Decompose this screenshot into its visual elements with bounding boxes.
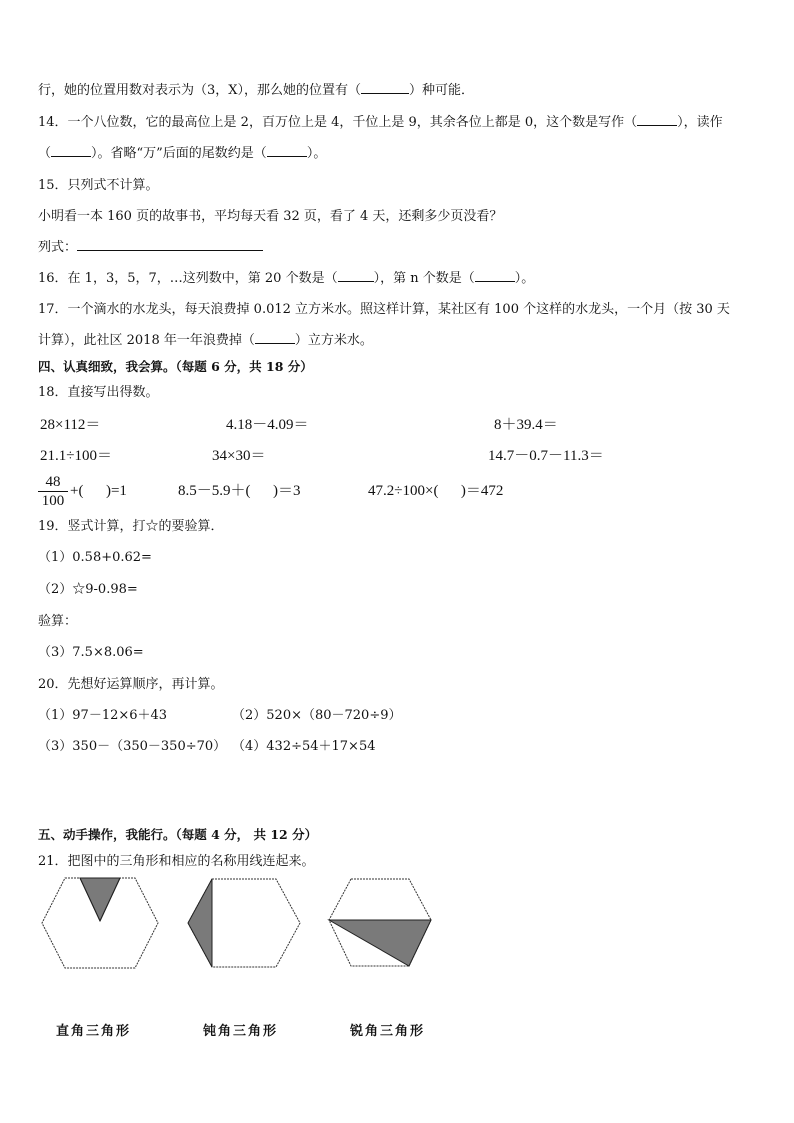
q18-r2c2: 34×30＝ xyxy=(212,448,266,464)
q19-item-1: （1）0.58+0.62= xyxy=(38,550,152,565)
q14-text: ）。省略“万”后面的尾数约是（ xyxy=(91,146,267,161)
q17-text: ）立方米水。 xyxy=(294,333,373,348)
answer-blank[interactable] xyxy=(361,93,409,94)
q13-tail-line xyxy=(38,82,474,100)
label-right-triangle[interactable]: 直角三角形 xyxy=(56,1024,132,1039)
q18-r3c2[interactable]: 8.5－5.9＋( )＝3 xyxy=(178,483,301,499)
q17-line2 xyxy=(38,332,373,350)
q18-title: 18．直接写出得数。 xyxy=(38,385,159,400)
q18-r1c2: 4.18－4.09＝ xyxy=(226,417,309,433)
section5-title: 五、动手操作，我能行。（每题 4 分， 共 12 分） xyxy=(38,827,318,842)
q13-text: 行，她的位置用数对表示为（3，X），那么她的位置有（ xyxy=(38,83,362,98)
q14-line2 xyxy=(38,145,326,163)
q15-answer-line xyxy=(38,239,263,257)
label-obtuse-triangle[interactable]: 钝角三角形 xyxy=(203,1024,279,1039)
q18-r2c1: 21.1÷100＝ xyxy=(40,448,112,464)
q14-line1 xyxy=(38,114,723,132)
q18-r3c3[interactable]: 47.2÷100×( )＝472 xyxy=(368,483,504,499)
q14-text: ），读作 xyxy=(677,115,723,130)
q18-r1c1: 28×112＝ xyxy=(40,417,101,433)
q18-r2c3: 14.7－0.7－11.3＝ xyxy=(488,448,604,464)
shaded-triangle xyxy=(188,879,212,967)
q15-label: 列式： xyxy=(38,240,78,255)
answer-blank[interactable] xyxy=(475,281,515,282)
q18-r3c1[interactable]: +( )=1 xyxy=(70,483,127,499)
hexagon-figure-3 xyxy=(326,876,436,976)
answer-blank[interactable] xyxy=(338,281,374,282)
answer-blank[interactable] xyxy=(255,343,295,344)
q20-title: 20．先想好运算顺序，再计算。 xyxy=(38,677,224,692)
q19-item-3: （3）7.5×8.06= xyxy=(38,645,144,660)
q20-item-2: （2）520×（80－720÷9） xyxy=(232,708,402,723)
q13-text-end: ）种可能． xyxy=(409,83,475,98)
label-acute-triangle[interactable]: 锐角三角形 xyxy=(350,1024,426,1039)
q15-title: 15．只列式不计算。 xyxy=(38,178,159,193)
q16-text: ），第 n 个数是（ xyxy=(373,271,475,286)
q14-text: 14．一个八位数，它的最高位上是 2，百万位上是 4，千位上是 9，其余各位上都是 0，这个数是写作（ xyxy=(38,115,638,130)
fraction xyxy=(38,473,68,510)
q18-r1c3: 8＋39.4＝ xyxy=(494,417,558,433)
q14-text: （ xyxy=(38,146,52,161)
q19-check-label: 验算： xyxy=(38,614,78,629)
answer-blank[interactable] xyxy=(637,125,677,126)
q15-body: 小明看一本 160 页的故事书，平均每天看 32 页，看了 4 天，还剩多少页没看？ xyxy=(38,209,503,224)
section4-title: 四、认真细致，我会算。（每题 6 分，共 18 分） xyxy=(38,359,313,374)
fraction-denominator: 100 xyxy=(41,493,65,509)
hexagon-figure-2 xyxy=(184,876,304,976)
answer-blank[interactable] xyxy=(51,156,91,157)
q19-item-2: （2）☆9-0.98= xyxy=(38,582,138,597)
q20-item-1: （1）97－12×6＋43 xyxy=(38,708,168,723)
q19-title: 19．竖式计算，打☆的要验算． xyxy=(38,519,224,534)
q14-text: ）。 xyxy=(306,146,327,161)
q20-item-3: （3）350－（350－350÷70） xyxy=(38,739,227,754)
q16-text: ）。 xyxy=(514,271,535,286)
q16-text: 16．在 1，3，5，7，…这列数中，第 20 个数是（ xyxy=(38,271,338,286)
answer-blank[interactable] xyxy=(77,250,263,251)
q17-line1: 17．一个滴水的水龙头，每天浪费掉 0.012 立方米水。照这样计算，某社区有 100 个这样的水龙头，一个月（按 30 天 xyxy=(38,302,730,317)
hexagon-figure-1 xyxy=(40,876,160,976)
q16-line xyxy=(38,270,534,288)
q21-title: 21．把图中的三角形和相应的名称用线连起来。 xyxy=(38,854,315,869)
answer-blank[interactable] xyxy=(267,156,307,157)
q17-text: 计算），此社区 2018 年一年浪费掉（ xyxy=(38,333,255,348)
fraction-numerator: 48 xyxy=(38,473,68,492)
q20-item-4: （4）432÷54＋17×54 xyxy=(232,739,376,754)
